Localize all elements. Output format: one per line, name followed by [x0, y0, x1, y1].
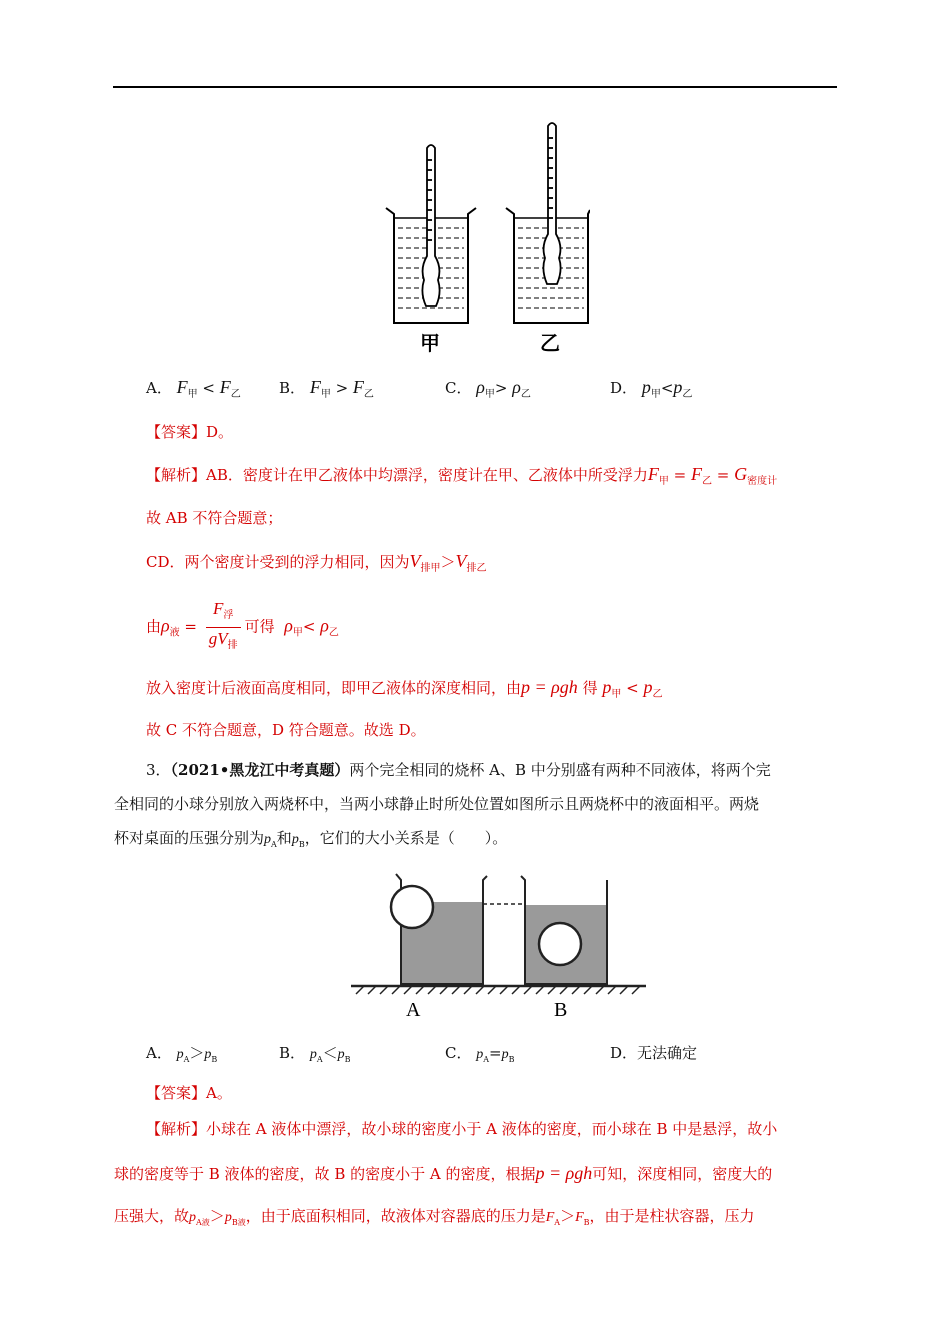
- hydrometer-right: [543, 123, 560, 284]
- figure-label-a: A: [406, 999, 421, 1021]
- q3-analysis-line2: 球的密度等于 B 液体的密度，故 B 的密度小于 A 的密度，根据p = ρgh可知，深度相同，密度大的: [114, 1163, 773, 1183]
- q3-answer: 【答案】A。: [146, 1084, 232, 1102]
- ball-b: [539, 923, 581, 965]
- q3-stem: 3．（2021•黑龙江中考真题）两个完全相同的烧杯 A、B 中分别盛有两种不同液体，将两个完: [146, 761, 771, 779]
- ball-a: [391, 886, 433, 928]
- q2-answer: 【答案】D。: [146, 423, 234, 441]
- q2-analysis-line1: 【解析】AB．密度计在甲乙液体中均漂浮，密度计在甲、乙液体中所受浮力$F_甲 = F_乙 = G_{密度计}$: [146, 464, 778, 487]
- q3-stem-line2: 全相同的小球分别放入两烧杯中，当两小球静止时所处位置如图所示且两烧杯中的液面相平。两烧: [114, 795, 760, 813]
- figure-label-yi: 乙: [540, 331, 560, 355]
- q3-option-b: B． $p_A<p_B$: [279, 1044, 351, 1064]
- q2-analysis-line2: 故 AB 不符合题意；: [146, 509, 283, 527]
- q2-analysis-line4: 由$\rho_液$ = $\frac{F_浮}{gV_排}$ 可得 $\rho_甲< \rho_乙$: [146, 598, 339, 659]
- figure-label-b: B: [554, 999, 568, 1021]
- q2-option-a: A． $F_甲 < F_乙$: [146, 377, 241, 400]
- q3-analysis-line3: 压强大，故$p_{A液}>p_{B液}$，由于底面积相同，故液体对容器底的压力是$F_A>F_B$，由于是柱状容器，压力: [114, 1207, 755, 1227]
- q2-analysis-line3: CD．两个密度计受到的浮力相同，因为$V_{排甲}>V_{排乙}$: [146, 551, 487, 574]
- hydrometer-figure: [380, 118, 590, 358]
- beaker-ball-figure: [346, 862, 651, 1022]
- q2-analysis-line5: 放入密度计后液面高度相同，即甲乙液体的深度相同，由p = ρgh 得 $p_甲 < p_乙$: [146, 677, 663, 700]
- q2-analysis-line6: 故 C 不符合题意，D 符合题意。故选 D。: [146, 721, 426, 739]
- q2-option-c: C． $\rho_甲> \rho_乙$: [445, 377, 531, 400]
- q2-option-d: D． $p_甲<p_乙$: [610, 377, 693, 400]
- hydrometer-left: [422, 145, 439, 306]
- q3-stem-line3: 杯对桌面的压强分别为$p_A$和$p_B$，它们的大小关系是（ ）。: [114, 829, 508, 849]
- q3-option-a: A． $p_A>p_B$: [146, 1044, 218, 1064]
- q3-option-d: D．无法确定: [610, 1044, 698, 1062]
- q2-option-b: B． $F_甲 > F_乙$: [279, 377, 374, 400]
- density-fraction: $\frac{F_浮}{gV_排}$: [206, 598, 241, 657]
- figure-label-jia: 甲: [420, 331, 440, 355]
- q3-option-c: C． $p_A=p_B$: [445, 1044, 515, 1064]
- q3-analysis-line1: 【解析】小球在 A 液体中漂浮，故小球的密度小于 A 液体的密度，而小球在 B 中是悬浮，故小: [146, 1120, 778, 1138]
- header-rule: [113, 86, 837, 88]
